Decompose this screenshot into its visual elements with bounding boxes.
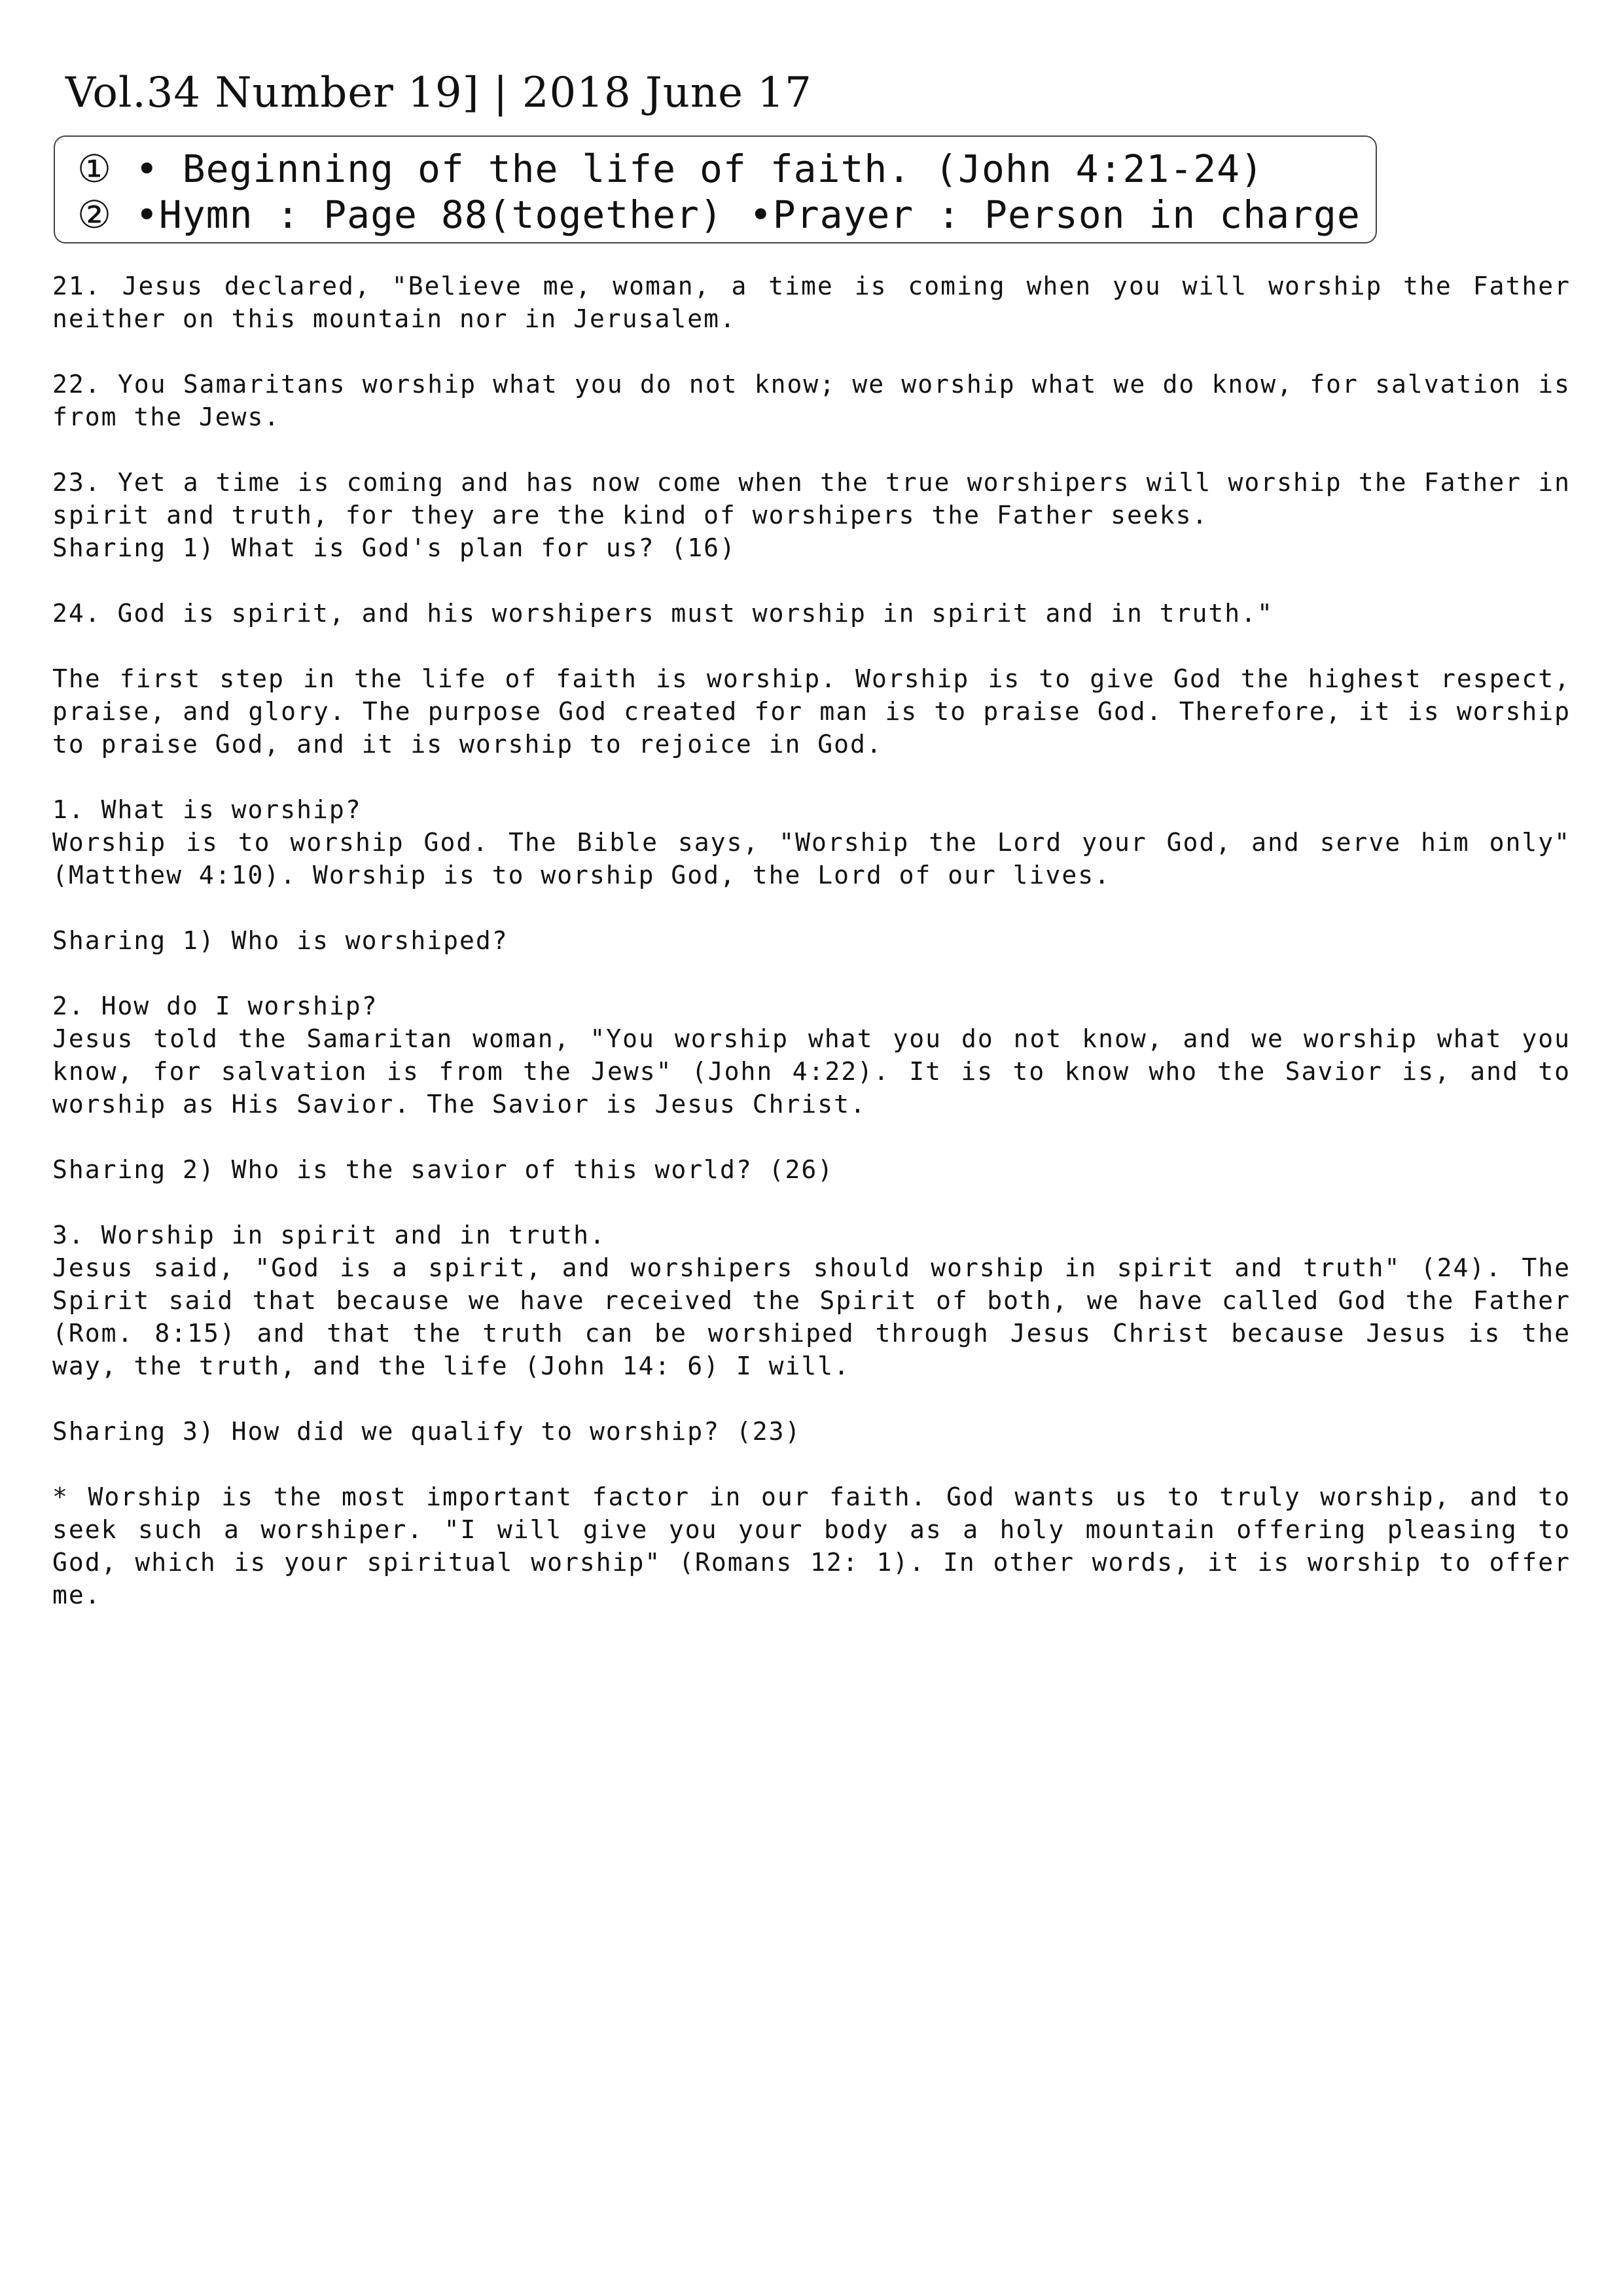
section-heading: 3. Worship in spirit and in truth. — [52, 1221, 606, 1249]
prayer-info: •Prayer : Person in charge — [749, 192, 1361, 237]
hymn-info: ② •Hymn : Page 88(together) — [77, 192, 723, 237]
verse-23-block — [52, 466, 1571, 564]
section-3 — [52, 1219, 1571, 1382]
section-2 — [52, 990, 1571, 1121]
hymn-prayer-line — [77, 192, 1376, 238]
sermon-title-line: ① • Beginning of the life of faith. (John 4:21-24) — [77, 147, 1264, 191]
section-body: Worship is to worship God. The Bible says, "Worship the Lord your God, and serve him only" (Matthew 4:10). Worship is to worship God, the Lord of our lives. — [52, 828, 1571, 889]
sharing-question-1: Sharing 1) Who is worshiped? — [52, 926, 508, 955]
section-body: Jesus said, "God is a spirit, and worshipers should worship in spirit and truth" (24). The Spirit said that because we have received the Spirit of both, we have called God the Father (Rom. 8:15) and that the truth can be worshiped through Jesus Christ because Jesus is the way, the truth, and the life (John 14: 6) I will. — [52, 1253, 1571, 1380]
issue-header: Vol.34 Number 19] | 2018 June 17 — [65, 69, 812, 117]
section-heading: 2. How do I worship? — [52, 992, 378, 1020]
intro-paragraph: The first step in the life of faith is worship. Worship is to give God the highest respect, praise, and glory. The purpose God created for man is to praise God. Therefore, it is worship to praise God, and it is worship to rejoice in God. — [52, 664, 1571, 759]
verse-23: 23. Yet a time is coming and has now come when the true worshipers will worship the Father in spirit and truth, for they are the kind of worshipers the Father seeks. — [52, 468, 1571, 529]
section-1 — [52, 793, 1571, 891]
verse-24: 24. God is spirit, and his worshipers must worship in spirit and in truth." — [52, 599, 1274, 628]
sermon-body — [52, 270, 1571, 1644]
verse-23-sharing-question: Sharing 1) What is God's plan for us? (16) — [52, 533, 736, 562]
verse-21: 21. Jesus declared, "Believe me, woman, a time is coming when you will worship the Father neither on this mountain nor in Jerusalem. — [52, 272, 1571, 333]
verse-22: 22. You Samaritans worship what you do not know; we worship what we do know, for salvation is from the Jews. — [52, 370, 1571, 431]
sharing-question-2: Sharing 2) Who is the savior of this world? (26) — [52, 1155, 834, 1184]
sharing-question-3: Sharing 3) How did we qualify to worship? (23) — [52, 1417, 802, 1446]
closing-paragraph: * Worship is the most important factor in our faith. God wants us to truly worship, and to seek such a worshiper. "I will give you your body as a holy mountain offering pleasing to God, which is your spiritual worship" (Romans 12: 1). In other words, it is worship to offer me. — [52, 1482, 1571, 1609]
order-of-service-box — [54, 135, 1377, 243]
section-body: Jesus told the Samaritan woman, "You worship what you do not know, and we worship what you know, for salvation is from the Jews" (John 4:22). It is to know who the Savior is, and to worship as His Savior. The Savior is Jesus Christ. — [52, 1024, 1571, 1119]
section-heading: 1. What is worship? — [52, 795, 362, 824]
